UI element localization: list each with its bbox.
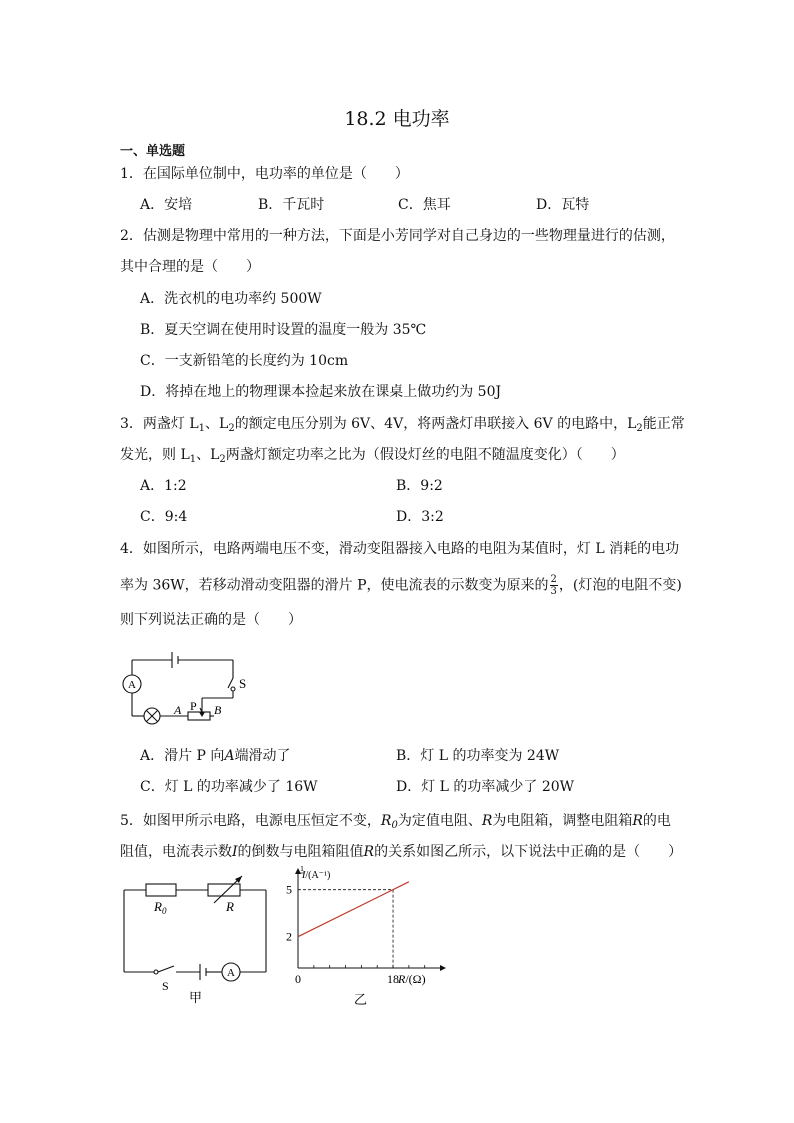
q3-option-b: B．9:2 [396, 478, 443, 494]
rheostat-end-a-label: A [174, 703, 182, 717]
r0-label: $R_0$ [154, 899, 167, 916]
fraction-two-thirds: $\frac{2}{3}$ [550, 574, 557, 597]
ammeter-label: A [128, 679, 136, 691]
q3-option-d: D．3:2 [396, 509, 444, 525]
switch-blade [228, 678, 233, 688]
y-axis-label-numerator: 1 [300, 866, 304, 873]
q2-option-b: B．夏天空调在使用时设置的温度一般为 35℃ [140, 322, 427, 338]
switch-blade [158, 966, 174, 972]
q3-option-a: A．1:2 [140, 478, 187, 494]
slider-label: P [190, 699, 197, 713]
resistance-box-r [208, 884, 240, 896]
q4-option-d: D．灯 L 的功率减少了 20W [396, 779, 575, 795]
caption-jia: 甲 [189, 990, 203, 1005]
caption-yi: 乙 [354, 992, 368, 1007]
switch-contact [154, 970, 158, 974]
q1-option-b: B．千瓦时 [258, 197, 325, 213]
q3-stem-line2: 发光，则 $L_1$、$L_2$两盏灯额定功率之比为（假设灯丝的电阻不随温度变化）（ ） [120, 447, 625, 465]
switch-label: S [239, 676, 247, 691]
y-axis-label: I/(A⁻¹) [302, 870, 331, 881]
resistor-r0 [146, 884, 176, 896]
q4-stem-line3: 则下列说法正确的是（ ） [120, 612, 302, 628]
x-tick-18: 18 [387, 972, 400, 986]
q2-stem-line1: 2．估测是物理中常用的一种方法，下面是小芳同学对自己身边的一些物理量进行的估测， [120, 228, 675, 244]
x-axis-arrow [440, 965, 446, 971]
q3-stem-line1: 3．两盏灯 $L_1$、$L_2$的额定电压分别为 6V、4V，将两盏灯串联接入 6V 的电路中，$L_2$能正常 [120, 416, 685, 434]
x-axis-label: R/(Ω) [398, 972, 426, 986]
q2-option-a: A．洗衣机的电功率约 500W [140, 291, 322, 307]
q1-stem: 1．在国际单位制中，电功率的单位是（ ） [120, 166, 409, 182]
slider-arrow [199, 712, 205, 717]
ammeter-label: A [227, 967, 235, 979]
x-tick-0: 0 [295, 972, 301, 986]
q4-stem-line2: 率为 36W，若移动滑动变阻器的滑片 P，使电流表的示数变为原来的 $\frac{2}{3}$ ，(灯泡的电阻不变) [120, 574, 682, 597]
q3-option-c: C．9:4 [140, 509, 188, 525]
q4-option-b: B．灯 L 的功率变为 24W [396, 748, 560, 764]
switch-contact [231, 687, 235, 691]
q2-option-c: C．一支新铅笔的长度约为 10cm [140, 353, 349, 369]
rheostat-body [188, 712, 210, 720]
q1-option-d: D．瓦特 [536, 197, 590, 213]
q5-stem-line2: 阻值，电流表示数I的倒数与电阻箱阻值R的关系如图乙所示，以下说法中正确的是（ ） [120, 844, 683, 860]
rheostat-end-b-label: B [214, 703, 222, 717]
q2-stem-line2: 其中合理的是（ ） [120, 259, 260, 275]
section-heading: 一、单选题 [120, 144, 186, 159]
q4-option-a: A．滑片 P 向A端滑动了 [140, 748, 291, 764]
switch-label: S [162, 979, 169, 993]
page-title: 18.2 电功率 [344, 108, 450, 130]
q4-option-c: C．灯 L 的功率减少了 16W [140, 779, 318, 795]
q2-option-d: D．将掉在地上的物理课本捡起来放在课桌上做功约为 50J [140, 384, 502, 400]
q1-option-a: A．安培 [140, 197, 193, 213]
q1-option-c: C．焦耳 [398, 197, 451, 213]
q4-stem-line1: 4．如图所示，电路两端电压不变，滑动变阻器接入电路的电阻为某值时，灯 L 消耗的电功 [120, 541, 680, 557]
q5-circuit-diagram-jia [118, 872, 276, 1008]
q4-circuit-diagram [118, 648, 258, 726]
y-tick-5: 5 [286, 882, 292, 897]
q5-graph-yi [280, 866, 450, 1014]
r-label: R [226, 899, 234, 914]
y-tick-2: 2 [286, 929, 292, 944]
q5-stem-line1: 5．如图甲所示电路，电源电压恒定不变，$R_0$为定值电阻、R为电阻箱，调整电阻箱R的电 [120, 813, 671, 831]
